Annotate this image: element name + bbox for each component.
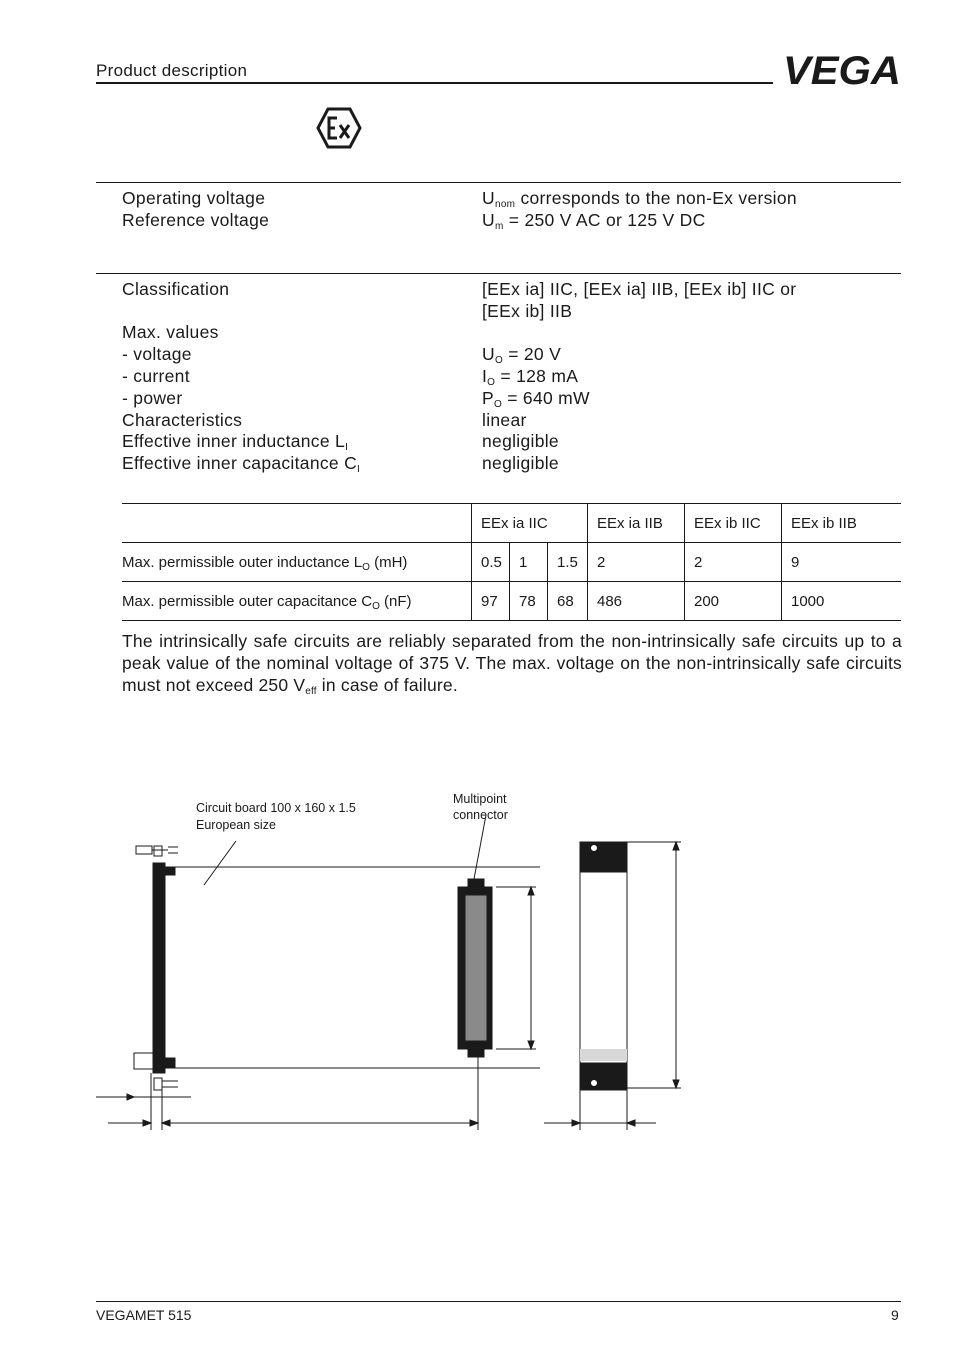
table-cell: 1000 (782, 582, 902, 621)
max-voltage-value: $U_O = 20$ V (482, 344, 562, 366)
max-current-value: $I_O = 128$ mA (482, 366, 579, 388)
connector-label-line1: Multipoint (453, 792, 507, 806)
capacitance-row-label: Max. permissible outer capacitance $C_O$ (nF) (122, 582, 472, 621)
page-number: 9 (891, 1307, 899, 1323)
outer-values-table (122, 503, 901, 621)
table-header-cell: EEx ib IIB (782, 504, 902, 543)
classification-value-line1: [EEx ia] IIC, [EEx ia] IIB, [EEx ib] IIC or (482, 279, 797, 299)
page-header-title: Product description (96, 61, 248, 80)
table-cell: 68 (548, 582, 588, 621)
inner-inductance-label: Effective inner inductance $L_I$ (122, 431, 349, 453)
footer-product-name: VEGAMET 515 (96, 1307, 192, 1323)
circuit-board-drawing (96, 785, 696, 1145)
inner-capacitance-value: negligible (482, 453, 559, 473)
table-header-row (122, 504, 901, 543)
header-rule (96, 82, 773, 84)
characteristics-value: linear (482, 410, 527, 430)
table-row (122, 543, 901, 582)
brand-name: VEGA (783, 52, 901, 86)
max-current-label: - current (122, 366, 190, 386)
max-values-label: Max. values (122, 322, 219, 342)
footer-rule (96, 1301, 901, 1302)
inner-capacitance-label: Effective inner capacitance $C_I$ (122, 453, 361, 475)
table-header-cell: EEx ib IIC (685, 504, 782, 543)
max-power-value: $P_O = 640$ mW (482, 388, 590, 410)
table-cell: 78 (510, 582, 548, 621)
reference-voltage-label: Reference voltage (122, 210, 270, 230)
table-cell: 97 (472, 582, 510, 621)
vega-logo (782, 52, 902, 86)
inner-inductance-value: negligible (482, 431, 559, 451)
connector-label-line2: connector (453, 808, 508, 822)
table-cell: 9 (782, 543, 902, 582)
max-power-label: - power (122, 388, 183, 408)
board-label-line1: Circuit board 100 x 160 x 1.5 (196, 801, 356, 815)
classification-label: Classification (122, 279, 230, 299)
isolation-paragraph: The intrinsically safe circuits are reliably separated from the non-intrinsically safe circuits up to a peak value of the nominal voltage of 375 V. The max. voltage on the non-intrinsically safe circuits must not exceed 250 $V_{eff}$ in case of failure. (122, 631, 902, 697)
board-label-line2: European size (196, 818, 276, 832)
operating-voltage-label: Operating voltage (122, 188, 266, 208)
table-cell: 0.5 (472, 543, 510, 582)
table-cell: 1.5 (548, 543, 588, 582)
table-cell: 1 (510, 543, 548, 582)
characteristics-label: Characteristics (122, 410, 243, 430)
table-corner-cell (122, 504, 472, 543)
reference-voltage-value: $U_m = 250$ V AC or 125 V DC (482, 210, 706, 232)
ex-protection-icon (316, 107, 362, 149)
operating-voltage-value: $U_{nom}$ corresponds to the non-Ex version (482, 188, 797, 210)
table-cell: 200 (685, 582, 782, 621)
classification-value-line2: [EEx ib] IIB (482, 301, 573, 321)
inductance-row-label: Max. permissible outer inductance $L_O$ (mH) (122, 543, 472, 582)
table-header-cell: EEx ia IIC (472, 504, 588, 543)
section-rule (96, 273, 901, 274)
table-cell: 486 (588, 582, 685, 621)
table-cell: 2 (588, 543, 685, 582)
table-header-cell: EEx ia IIB (588, 504, 685, 543)
max-voltage-label: - voltage (122, 344, 192, 364)
table-cell: 2 (685, 543, 782, 582)
section-rule (96, 182, 901, 183)
table-row (122, 582, 901, 621)
